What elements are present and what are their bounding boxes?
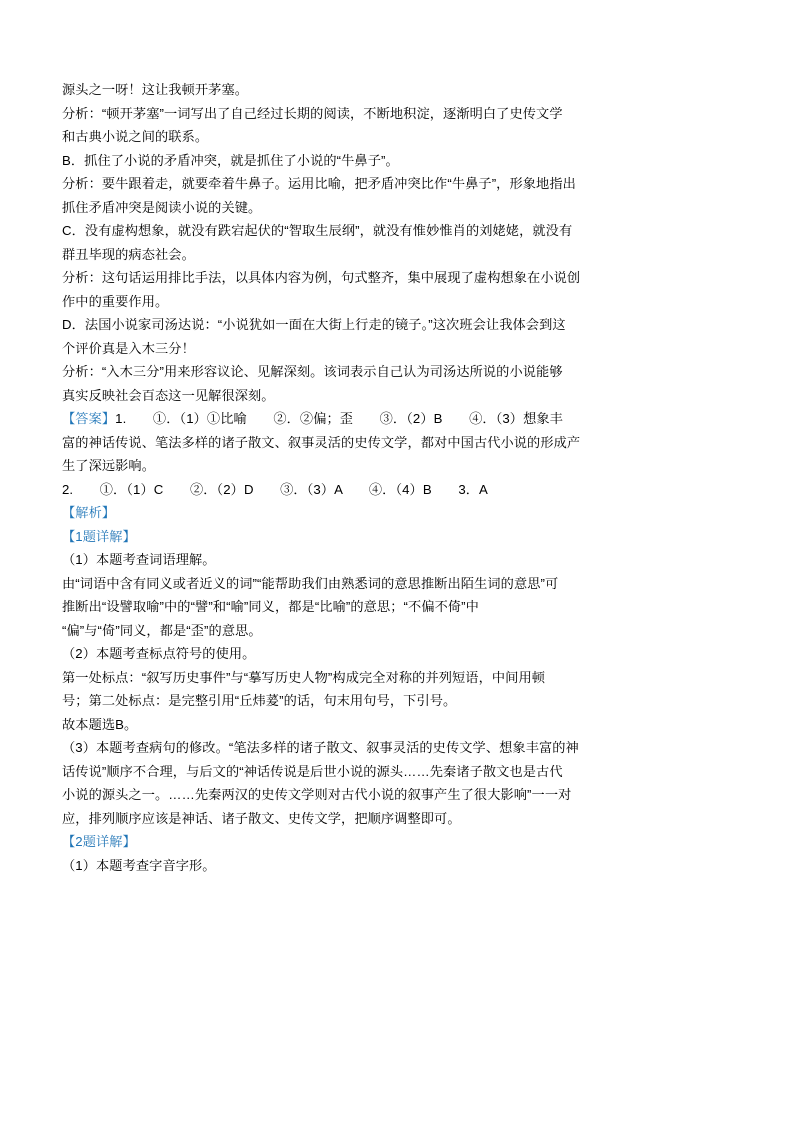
analysis-label: 【解析】 bbox=[62, 505, 116, 520]
paragraph-line: B．抓住了小说的矛盾冲突，就是抓住了小说的“牛鼻子”。 bbox=[62, 152, 399, 168]
analysis-line: 推断出“设譬取喻”中的“譬”和“喻”同义，都是“比喻”的意思；“不偏不倚”中 bbox=[62, 599, 479, 614]
analysis-line: “偏”与“倚”同义，都是“歪”的意思。 bbox=[62, 622, 262, 638]
paragraph-line: 源头之一呀！这让我顿开茅塞。 bbox=[62, 82, 249, 97]
paragraph-line: C．没有虚构想象，就没有跌宕起伏的“智取生辰纲”，就没有惟妙惟肖的刘姥姥，就没有 bbox=[62, 223, 573, 238]
analysis-line: 第一处标点：“叙写历史事件”与“摹写历史人物”构成完全对称的并列短语，中间用顿 bbox=[62, 669, 546, 685]
paragraph-line: 真实反映社会百态这一见解很深刻。 bbox=[62, 387, 275, 403]
answer-block-first-line bbox=[62, 407, 732, 431]
answer-line: 生了深远影响。 bbox=[62, 458, 156, 473]
analysis-block-label bbox=[62, 501, 732, 525]
paragraph-line: 作中的重要作用。 bbox=[62, 293, 169, 309]
analysis-line: （3）本题考查病句的修改。“笔法多样的诸子散文、叙事灵活的史传文学、想象丰富的神 bbox=[62, 740, 579, 755]
answer-label: 【答案】 bbox=[62, 411, 116, 426]
question-2-detail-label bbox=[62, 830, 732, 854]
paragraph-line: 群丑毕现的病态社会。 bbox=[62, 246, 195, 262]
analysis-line: 故本题选B。 bbox=[62, 716, 138, 732]
analysis-line: （2）本题考查标点符号的使用。 bbox=[62, 646, 256, 661]
question-1-detail-label bbox=[62, 525, 732, 549]
analysis-line: 号；第二处标点：是完整引用“丘炜萲”的话，句末用句号，下引号。 bbox=[62, 693, 457, 708]
paragraph-line: 分析：要牛跟着走，就要牵着牛鼻子。运用比喻，把矛盾冲突比作“牛鼻子”，形象地指出 bbox=[62, 176, 576, 191]
analysis-line: （1）本题考查字音字形。 bbox=[62, 857, 216, 873]
detail-label: 【1题详解】 bbox=[62, 528, 136, 544]
paragraph-line: 抓住矛盾冲突是阅读小说的关键。 bbox=[62, 199, 262, 215]
answer-line: 2. ①．（1）C ②．（2）D ③．（3）A ④．（4）B 3．A bbox=[62, 481, 488, 497]
document-body bbox=[62, 78, 732, 877]
detail-label: 【2题详解】 bbox=[62, 834, 136, 849]
answer-first-line-text: 1. ①．（1）①比喻 ②．②偏；歪 ③．（2）B ④．（3）想象丰 bbox=[115, 411, 563, 426]
paragraph-line: 分析：“入木三分”用来形容议论、见解深刻。该词表示自己认为司汤达所说的小说能够 bbox=[62, 364, 563, 379]
paragraph-line: D．法国小说家司汤达说：“小说犹如一面在大街上行走的镜子。”这次班会让我体会到这 bbox=[62, 317, 566, 332]
analysis-line: 由“词语中含有同义或者近义的词”“能帮助我们由熟悉词的意思推断出陌生词的意思”可 bbox=[62, 575, 559, 591]
paragraph-line: 个评价真是入木三分！ bbox=[62, 340, 195, 356]
analysis-line: 话传说”顺序不合理，与后文的“神话传说是后世小说的源头……先秦诸子散文也是古代 bbox=[62, 763, 563, 779]
analysis-line: 应，排列顺序应该是神话、诸子散文、史传文学，把顺序调整即可。 bbox=[62, 810, 461, 826]
answer-line: 富的神话传说、笔法多样的诸子散文、叙事灵活的史传文学，都对中国古代小说的形成产 bbox=[62, 434, 581, 450]
analysis-line: 小说的源头之一。……先秦两汉的史传文学则对古代小说的叙事产生了很大影响”一一对 bbox=[62, 787, 572, 802]
analysis-line: （1）本题考查词语理解。 bbox=[62, 552, 216, 567]
paragraph-line: 分析：“顿开茅塞”一词写出了自己经过长期的阅读，不断地积淀，逐渐明白了史传文学 bbox=[62, 105, 563, 121]
paragraph-line: 和古典小说之间的联系。 bbox=[62, 129, 209, 144]
paragraph-line: 分析：这句话运用排比手法，以具体内容为例，句式整齐，集中展现了虚构想象在小说创 bbox=[62, 270, 581, 285]
